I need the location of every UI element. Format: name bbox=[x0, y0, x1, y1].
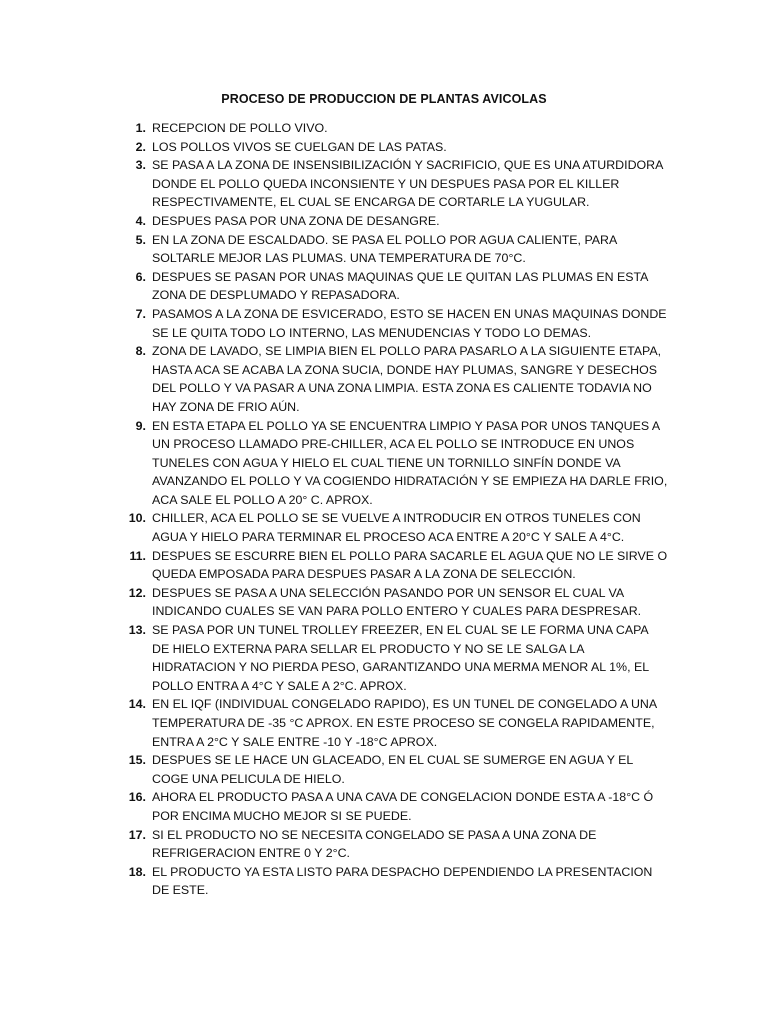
list-item bbox=[0, 547, 768, 584]
step-number: 12. bbox=[128, 585, 146, 600]
step-text: CHILLER, ACA EL POLLO SE SE VUELVE A INTRODUCIR EN OTROS TUNELES CON AGUA Y HIELO PARA TERMINAR EL PROCESO ACA ENTRE A 20°C Y SALE A 4°C. bbox=[152, 511, 641, 545]
step-number: 17. bbox=[128, 827, 146, 842]
step-number: 11. bbox=[129, 548, 146, 563]
step-text: SI EL PRODUCTO NO SE NECESITA CONGELADO SE PASA A UNA ZONA DE REFRIGERACION ENTRE 0 Y 2°C. bbox=[152, 827, 597, 861]
step-number: 1. bbox=[135, 121, 146, 135]
step-number: 6. bbox=[135, 269, 146, 284]
step-number: 10. bbox=[128, 511, 146, 526]
step-number: 15. bbox=[128, 753, 146, 768]
step-number: 16. bbox=[128, 790, 146, 805]
step-text: DESPUES SE PASA A UNA SELECCIÓN PASANDO POR UN SENSOR EL CUAL VA INDICANDO CUALES SE VAN PARA POLLO ENTERO Y CUALES PARA DESPRESAR. bbox=[152, 585, 642, 619]
list-item bbox=[0, 156, 768, 212]
step-number: 9. bbox=[135, 418, 146, 433]
step-number: 2. bbox=[135, 139, 146, 154]
step-text: SE PASA A LA ZONA DE INSENSIBILIZACIÓN Y SACRIFICIO, QUE ES UNA ATURDIDORA DONDE EL POLLO QUEDA INCONSIENTE Y UN DESPUES PASA POR EL KILLER RESPECTIVAMENTE, EL CUAL SE ENCARGA DE CORTARLE LA YUGULAR. bbox=[152, 158, 663, 210]
step-text: SE PASA POR UN TUNEL TROLLEY FREEZER, EN EL CUAL SE LE FORMA UNA CAPA DE HIELO EXTERNA PARA SELLAR EL PRODUCTO Y NO SE LE SALGA LA HIDRATACION Y NO PIERDA PESO, GARANTIZANDO UNA MERMA MENOR AL 1%, EL POLLO ENTRA A 4°C Y SALE A 2°C. APROX. bbox=[152, 623, 649, 693]
step-text: EN LA ZONA DE ESCALDADO. SE PASA EL POLLO POR AGUA CALIENTE, PARA SOLTARLE MEJOR LAS PLUMAS. UNA TEMPERATURA DE 70°C. bbox=[152, 232, 617, 266]
step-text: LOS POLLOS VIVOS SE CUELGAN DE LAS PATAS. bbox=[152, 139, 447, 154]
list-item bbox=[0, 509, 768, 546]
list-item bbox=[0, 305, 768, 342]
step-text: AHORA EL PRODUCTO PASA A UNA CAVA DE CONGELACION DONDE ESTA A -18°C Ó POR ENCIMA MUCHO MEJOR SI SE PUEDE. bbox=[152, 790, 654, 823]
step-text: ZONA DE LAVADO, SE LIMPIA BIEN EL POLLO PARA PASARLO A LA SIGUIENTE ETAPA, HASTA ACA SE ACABA LA ZONA SUCIA, DONDE HAY PLUMAS, SANGRE Y DESECHOS DEL POLLO Y VA PASAR A UNA ZONA LIMPIA. ESTA ZONA ES CALIENTE TODAVIA NO HAY ZONA DE FRIO AÚN. bbox=[152, 344, 662, 414]
step-text: DESPUES SE ESCURRE BIEN EL POLLO PARA SACARLE EL AGUA QUE NO LE SIRVE O QUEDA EMPOSADA PARA DESPUES PASAR A LA ZONA DE SELECCIÓN. bbox=[152, 548, 668, 582]
list-item bbox=[0, 268, 768, 305]
list-item bbox=[0, 695, 768, 751]
list-item bbox=[0, 788, 768, 825]
step-text: DESPUES SE PASAN POR UNAS MAQUINAS QUE LE QUITAN LAS PLUMAS EN ESTA ZONA DE DESPLUMADO Y REPASADORA. bbox=[152, 269, 648, 303]
step-number: 5. bbox=[135, 232, 146, 247]
step-number: 13. bbox=[128, 623, 146, 638]
step-text: EL PRODUCTO YA ESTA LISTO PARA DESPACHO DEPENDIENDO LA PRESENTACION DE ESTE. bbox=[152, 864, 653, 898]
list-item bbox=[0, 138, 768, 157]
step-text: PASAMOS A LA ZONA DE ESVICERADO, ESTO SE HACEN EN UNAS MAQUINAS DONDE SE LE QUITA TODO LO INTERNO, LAS MENUDENCIAS Y TODO LO DEMAS. bbox=[152, 306, 667, 340]
step-text: EN EL IQF (INDIVIDUAL CONGELADO RAPIDO), ES UN TUNEL DE CONGELADO A UNA TEMPERATURA DE -35 °C APROX. EN ESTE PROCESO SE CONGELA RAPIDAMENTE, ENTRA A 2°C Y SALE ENTRE -10 Y -18°C APROX. bbox=[152, 697, 657, 749]
step-number: 8. bbox=[135, 344, 146, 359]
step-text: RECEPCION DE POLLO VIVO. bbox=[152, 121, 328, 135]
step-number: 4. bbox=[135, 213, 146, 228]
list-item bbox=[0, 119, 768, 138]
step-number: 3. bbox=[135, 158, 146, 173]
document-title: PROCESO DE PRODUCCION DE PLANTAS AVICOLAS bbox=[221, 92, 547, 106]
step-number: 18. bbox=[128, 864, 146, 879]
list-item bbox=[0, 212, 768, 231]
step-text: EN ESTA ETAPA EL POLLO YA SE ENCUENTRA LIMPIO Y PASA POR UNOS TANQUES A UN PROCESO LLAMADO PRE-CHILLER, ACA EL POLLO SE INTRODUCE EN UNOS TUNELES CON AGUA Y HIELO EL CUAL TIENE UN TORNILLO SINFÍN DONDE VA AVANZANDO EL POLLO Y VA COGIENDO HIDRATACIÓN Y SE EMPIEZA HA DARLE FRIO, ACA SALE EL POLLO A 20° C. APROX. bbox=[152, 418, 668, 507]
list-item bbox=[0, 621, 768, 695]
list-item bbox=[0, 342, 768, 416]
list-item bbox=[0, 231, 768, 268]
step-text: DESPUES PASA POR UNA ZONA DE DESANGRE. bbox=[152, 213, 440, 228]
step-number: 7. bbox=[135, 306, 146, 321]
list-item bbox=[0, 584, 768, 621]
list-item bbox=[0, 863, 768, 900]
step-text: DESPUES SE LE HACE UN GLACEADO, EN EL CUAL SE SUMERGE EN AGUA Y EL COGE UNA PELICULA DE HIELO. bbox=[152, 753, 633, 786]
list-item bbox=[0, 751, 768, 788]
process-steps-list bbox=[0, 119, 768, 900]
list-item bbox=[0, 417, 768, 510]
list-item bbox=[0, 826, 768, 863]
step-number: 14. bbox=[128, 697, 146, 712]
